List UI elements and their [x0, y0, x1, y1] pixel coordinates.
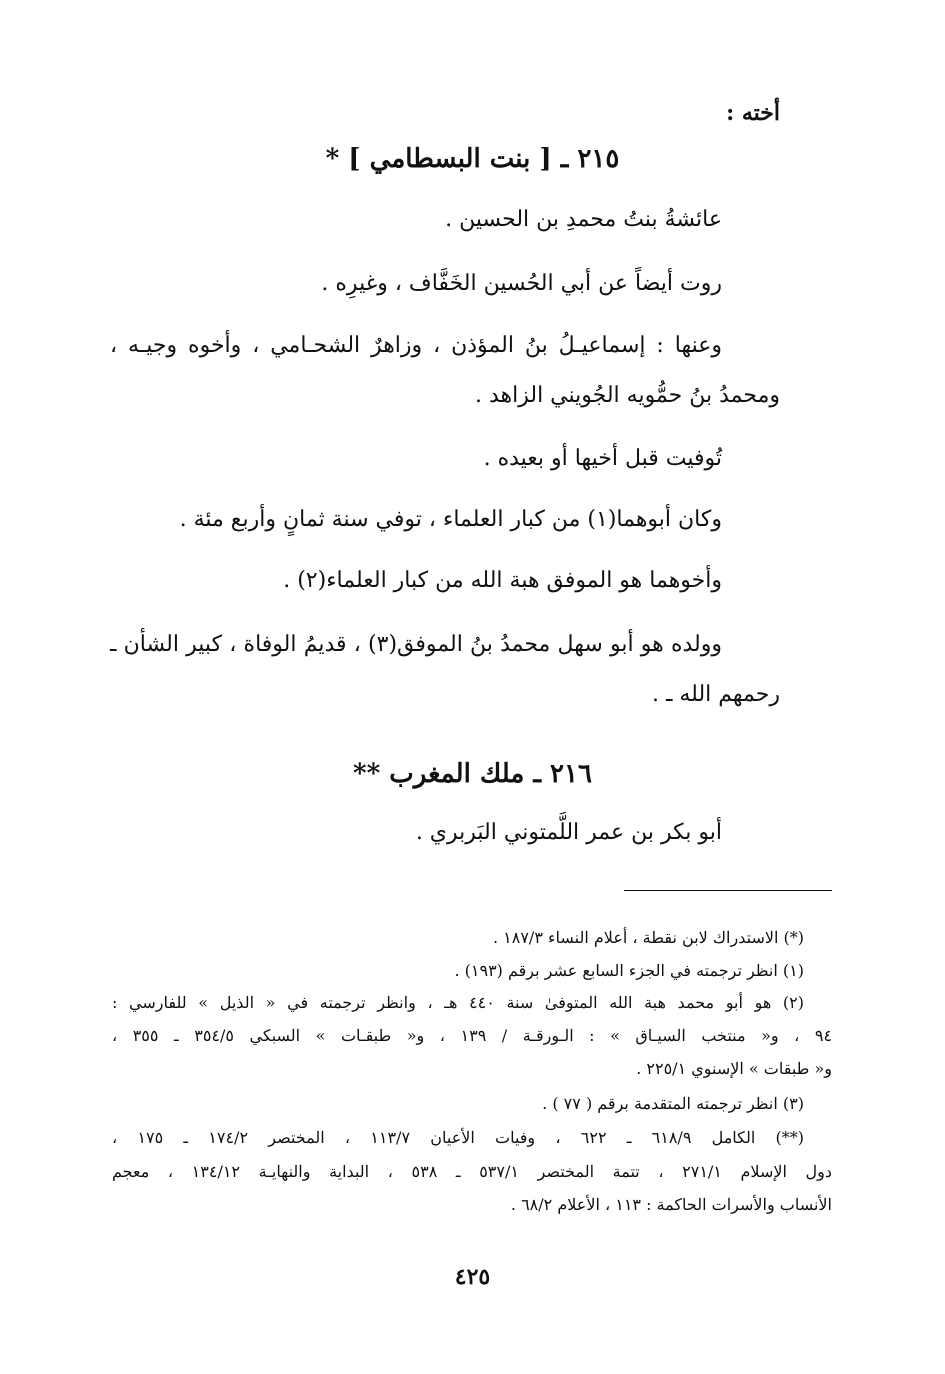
entry-215-line-2: روت أيضاً عن أبي الحُسين الخَفَّاف ، وغيرِه . [321, 271, 722, 296]
footnote-double-star-line-3: الأنساب والأسرات الحاكمة : ١١٣ ، الأعلام ٦٨/٢ . [510, 1195, 832, 1214]
entry-215-heading: ٢١٥ ـ [ بنت البسطامي ] * [325, 144, 620, 174]
footnote-2-line-3: و« طبقات » الإسنوي ٢٢٥/١ . [636, 1059, 832, 1078]
entry-215-line-6: وكان أبوهما(١) من كبار العلماء ، توفي سنة ثمانٍ وأربع مئة . [179, 507, 722, 532]
entry-215-line-4: ومحمدُ بنُ حمُّويه الجُويني الزاهد . [474, 383, 780, 408]
footnote-double-star-line-2: دول الإسلام ٢٧١/١ ، تتمة المختصر ٥٣٧/١ ـ ٥٣٨ ، البداية والنهايـة ١٣٤/١٢ ، معجم [112, 1162, 833, 1181]
entry-215-line-8: وولده هو أبو سهل محمدُ بنُ الموفق(٣) ، قديمُ الوفاة ، كبير الشأن ـ [110, 632, 722, 657]
footnote-3: (٣) انظر ترجمته المتقدمة برقم ( ٧٧ ) . [542, 1094, 804, 1113]
footnote-double-star-line-1: (**) الكامل ٦١٨/٩ ـ ٦٢٢ ، وفيات الأعيان ١١٣/٧ ، المختصر ١٧٤/٢ ـ ١٧٥ ، [112, 1128, 805, 1147]
footnote-separator [624, 890, 832, 891]
entry-215-line-7: وأخوهما هو الموفق هبة الله من كبار العلماء(٢) . [283, 568, 722, 593]
footnote-2-line-2: ٩٤ ، و« منتخب السيـاق » : الـورقـة / ١٣٩ ، و« طبقـات » السبكي ٣٥٤/٥ ـ ٣٥٥ ، [112, 1026, 833, 1045]
entry-216-line-1: أبو بكر بن عمر اللَّمتوني البَربري . [415, 820, 722, 845]
entry-216-heading: ٢١٦ ـ ملك المغرب ** [353, 759, 592, 789]
footnote-1: (١) انظر ترجمته في الجزء السابع عشر برقم (١٩٣) . [454, 961, 804, 980]
entry-215-line-5: تُوفيت قبل أخيها أو بعيده . [483, 446, 722, 471]
entry-215-line-9: رحمهم الله ـ . [651, 682, 780, 707]
intro-label: أخته : [726, 100, 780, 126]
entry-215-line-1: عائشةُ بنتُ محمدِ بن الحسين . [445, 207, 722, 232]
footnote-star: (*) الاستدراك لابن نقطة ، أعلام النساء ١٨٧/٣ . [492, 928, 804, 947]
entry-215-line-3: وعنها : إسماعيـلُ بنُ المؤذن ، وزاهرٌ الشحـامي ، وأخوه وجيـه ، [110, 333, 722, 358]
footnote-2-line-1: (٢) هو أبو محمد هبة الله المتوفىٰ سنة ٤٤٠ هـ ، وانظر ترجمته في « الذيل » للفارسي : [112, 993, 804, 1012]
page-number: ٤٢٥ [454, 1264, 491, 1290]
